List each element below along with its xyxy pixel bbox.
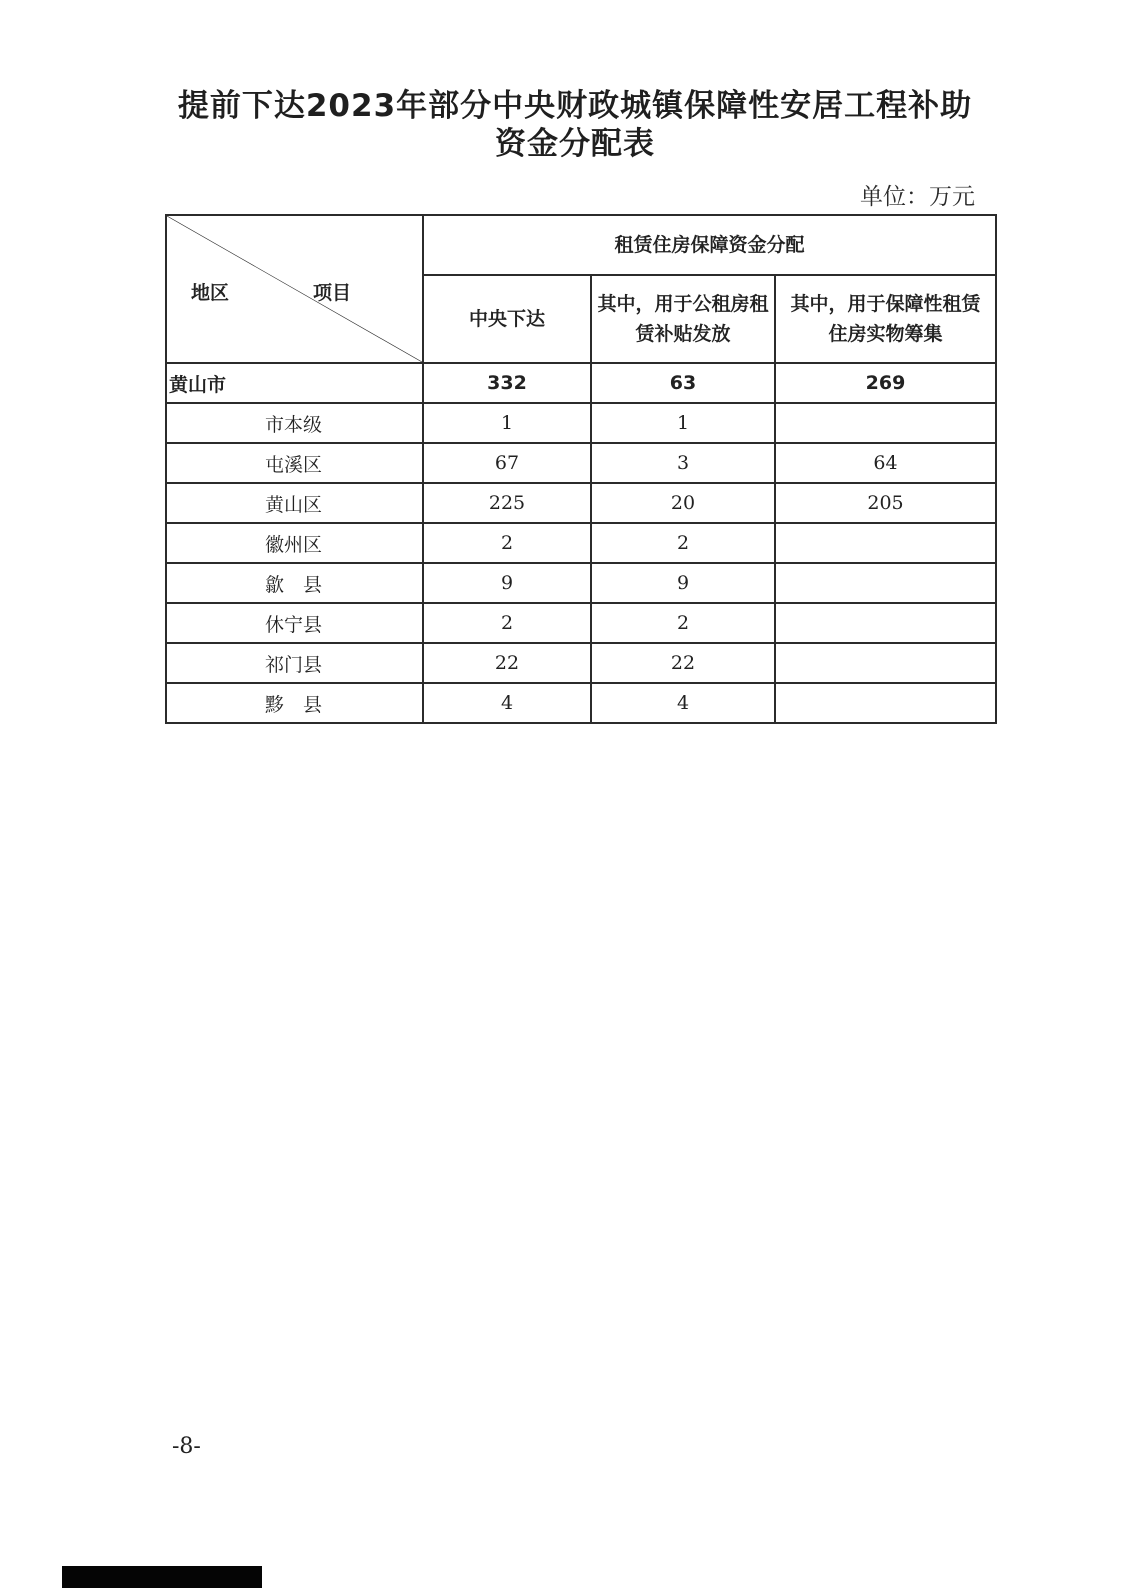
cell-rent-subsidy: 4 — [591, 683, 775, 723]
corner-region-label: 地区 — [191, 282, 230, 304]
cell-physical-housing: 269 — [775, 363, 996, 403]
cell-central: 2 — [423, 523, 591, 563]
cell-central: 332 — [423, 363, 591, 403]
cell-central: 67 — [423, 443, 591, 483]
cell-central: 2 — [423, 603, 591, 643]
cell-rent-subsidy: 3 — [591, 443, 775, 483]
row-region-name: 屯溪区 — [166, 443, 423, 483]
row-region-name: 市本级 — [166, 403, 423, 443]
cell-physical-housing — [775, 563, 996, 603]
document-title-line2: 资金分配表 — [495, 126, 655, 162]
cell-central: 9 — [423, 563, 591, 603]
cell-physical-housing — [775, 683, 996, 723]
document-title-line1: 提前下达2023年部分中央财政城镇保障性安居工程补助 — [177, 88, 973, 124]
table-row — [166, 443, 996, 483]
table-corner-header — [166, 215, 423, 363]
cell-rent-subsidy: 22 — [591, 643, 775, 683]
cell-central: 1 — [423, 403, 591, 443]
row-region-name: 祁门县 — [166, 643, 423, 683]
table-row — [166, 683, 996, 723]
column-header-rent-subsidy: 其中，用于公租房租赁补贴发放 — [591, 275, 775, 363]
unit-label: 单位：万元 — [860, 184, 975, 210]
row-region-name: 黄山市 — [166, 363, 423, 403]
cell-central: 22 — [423, 643, 591, 683]
table-row — [166, 643, 996, 683]
page-number: -8- — [172, 1434, 201, 1459]
table-row — [166, 483, 996, 523]
cell-rent-subsidy: 20 — [591, 483, 775, 523]
group-header: 租赁住房保障资金分配 — [423, 215, 996, 275]
redaction-bar — [62, 1566, 262, 1588]
row-region-name: 黟 县 — [166, 683, 423, 723]
table-row — [166, 403, 996, 443]
cell-rent-subsidy: 2 — [591, 603, 775, 643]
table-row-total — [166, 363, 996, 403]
table-row — [166, 603, 996, 643]
cell-rent-subsidy: 63 — [591, 363, 775, 403]
row-region-name: 黄山区 — [166, 483, 423, 523]
row-region-name: 休宁县 — [166, 603, 423, 643]
corner-item-label: 项目 — [313, 282, 352, 304]
cell-rent-subsidy: 1 — [591, 403, 775, 443]
column-header-physical-housing: 其中，用于保障性租赁住房实物筹集 — [775, 275, 996, 363]
cell-rent-subsidy: 2 — [591, 523, 775, 563]
table-row — [166, 523, 996, 563]
cell-physical-housing — [775, 643, 996, 683]
table-row — [166, 563, 996, 603]
cell-physical-housing — [775, 403, 996, 443]
cell-physical-housing: 205 — [775, 483, 996, 523]
column-header-central: 中央下达 — [423, 275, 591, 363]
row-region-name: 徽州区 — [166, 523, 423, 563]
cell-rent-subsidy: 9 — [591, 563, 775, 603]
row-region-name: 歙 县 — [166, 563, 423, 603]
cell-central: 4 — [423, 683, 591, 723]
cell-physical-housing: 64 — [775, 443, 996, 483]
cell-physical-housing — [775, 523, 996, 563]
cell-physical-housing — [775, 603, 996, 643]
allocation-table — [165, 214, 997, 724]
cell-central: 225 — [423, 483, 591, 523]
